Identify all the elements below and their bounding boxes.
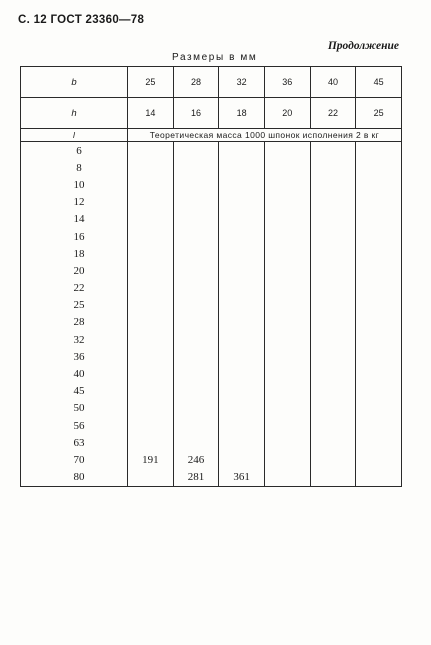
table-row (21, 417, 402, 434)
mass-value (356, 194, 402, 211)
b-value: 40 (310, 67, 356, 98)
b-label: b (21, 67, 128, 98)
length-value: 63 (21, 434, 128, 451)
mass-value (310, 451, 356, 468)
length-value: 70 (21, 451, 128, 468)
mass-value (310, 262, 356, 279)
mass-value (219, 383, 265, 400)
mass-value (173, 280, 219, 297)
mass-value (128, 211, 174, 228)
mass-value (128, 383, 174, 400)
page-header: С. 12 ГОСТ 23360—78 (18, 14, 145, 26)
table-row (21, 262, 402, 279)
length-value: 16 (21, 228, 128, 245)
mass-value: 191 (128, 451, 174, 468)
mass-value (264, 383, 310, 400)
h-value: 25 (356, 98, 402, 129)
length-value: 12 (21, 194, 128, 211)
mass-value (356, 348, 402, 365)
b-value: 45 (356, 67, 402, 98)
mass-value (173, 297, 219, 314)
mass-value (128, 400, 174, 417)
mass-value (219, 417, 265, 434)
mass-value (219, 280, 265, 297)
mass-value (173, 383, 219, 400)
mass-value (264, 280, 310, 297)
mass-value (173, 262, 219, 279)
mass-value (264, 365, 310, 382)
mass-value (219, 245, 265, 262)
mass-value (219, 194, 265, 211)
mass-value (356, 142, 402, 160)
mass-value (128, 176, 174, 193)
mass-value (310, 469, 356, 487)
h-value: 20 (264, 98, 310, 129)
mass-value (173, 434, 219, 451)
table-row (21, 314, 402, 331)
mass-value (264, 348, 310, 365)
table-row (21, 211, 402, 228)
mass-value (173, 348, 219, 365)
length-value: 14 (21, 211, 128, 228)
mass-value (264, 417, 310, 434)
mass-value (264, 331, 310, 348)
mass-value (128, 365, 174, 382)
table-row (21, 469, 402, 487)
b-value: 25 (128, 67, 174, 98)
continued-label: Продолжение (327, 40, 399, 52)
key-mass-table (20, 66, 402, 487)
table-row (21, 228, 402, 245)
mass-value (264, 451, 310, 468)
mass-value (356, 176, 402, 193)
length-value: 36 (21, 348, 128, 365)
mass-value (310, 383, 356, 400)
mass-value (173, 194, 219, 211)
mass-value (173, 331, 219, 348)
mass-value (310, 417, 356, 434)
length-value: 8 (21, 159, 128, 176)
mass-value (310, 159, 356, 176)
mass-value (173, 245, 219, 262)
mass-value (356, 365, 402, 382)
mass-value (173, 417, 219, 434)
mass-value (173, 228, 219, 245)
mass-value (128, 245, 174, 262)
mass-value (356, 228, 402, 245)
mass-value (356, 297, 402, 314)
mass-value (128, 348, 174, 365)
mass-value (264, 159, 310, 176)
mass-value: 246 (173, 451, 219, 468)
mass-value (356, 314, 402, 331)
mass-value (173, 365, 219, 382)
mass-value (128, 159, 174, 176)
mass-value (356, 383, 402, 400)
mass-value (310, 331, 356, 348)
b-row (21, 67, 402, 98)
mass-value (264, 314, 310, 331)
mass-value (264, 194, 310, 211)
l-header-row (21, 129, 402, 142)
mass-value (173, 400, 219, 417)
mass-value (128, 228, 174, 245)
h-value: 16 (173, 98, 219, 129)
mass-value (219, 348, 265, 365)
mass-value (219, 159, 265, 176)
mass-value (219, 331, 265, 348)
mass-value (356, 469, 402, 487)
mass-value (173, 176, 219, 193)
mass-value (264, 176, 310, 193)
length-value: 56 (21, 417, 128, 434)
length-value: 45 (21, 383, 128, 400)
mass-value (264, 228, 310, 245)
mass-value (356, 262, 402, 279)
l-label: l (21, 129, 128, 142)
length-value: 25 (21, 297, 128, 314)
h-value: 22 (310, 98, 356, 129)
mass-value (356, 451, 402, 468)
mass-value (264, 142, 310, 160)
b-value: 32 (219, 67, 265, 98)
mass-value (219, 434, 265, 451)
table-row (21, 176, 402, 193)
mass-value (264, 262, 310, 279)
mass-value (219, 142, 265, 160)
mass-caption: Теоретическая масса 1000 шпонок исполнения 2 в кг (128, 129, 402, 142)
length-value: 80 (21, 469, 128, 487)
mass-value (310, 434, 356, 451)
mass-value (310, 280, 356, 297)
mass-value (219, 314, 265, 331)
length-value: 18 (21, 245, 128, 262)
mass-value (128, 331, 174, 348)
mass-value (356, 159, 402, 176)
mass-value (219, 400, 265, 417)
mass-value: 361 (219, 469, 265, 487)
mass-value (128, 469, 174, 487)
length-value: 50 (21, 400, 128, 417)
mass-value (310, 245, 356, 262)
table-row (21, 245, 402, 262)
h-row (21, 98, 402, 129)
mass-value (219, 262, 265, 279)
mass-value (219, 228, 265, 245)
mass-value (264, 469, 310, 487)
mass-value (310, 194, 356, 211)
mass-value (264, 297, 310, 314)
mass-value (356, 434, 402, 451)
mass-value: 281 (173, 469, 219, 487)
mass-value (310, 228, 356, 245)
mass-value (128, 297, 174, 314)
mass-value (173, 314, 219, 331)
length-value: 32 (21, 331, 128, 348)
mass-value (264, 434, 310, 451)
mass-value (128, 417, 174, 434)
h-label: h (21, 98, 128, 129)
table-row (21, 348, 402, 365)
mass-value (356, 331, 402, 348)
mass-value (173, 142, 219, 160)
table-row (21, 159, 402, 176)
length-value: 20 (21, 262, 128, 279)
mass-value (128, 280, 174, 297)
mass-value (173, 159, 219, 176)
mass-value (310, 314, 356, 331)
table-row (21, 194, 402, 211)
mass-value (310, 400, 356, 417)
table-row (21, 400, 402, 417)
mass-value (310, 211, 356, 228)
mass-value (310, 348, 356, 365)
mass-value (128, 314, 174, 331)
table-row (21, 297, 402, 314)
mass-value (219, 451, 265, 468)
mass-value (264, 400, 310, 417)
mass-value (219, 365, 265, 382)
mass-value (219, 176, 265, 193)
mass-value (264, 245, 310, 262)
table-row (21, 331, 402, 348)
table-row (21, 383, 402, 400)
mass-value (310, 176, 356, 193)
b-value: 28 (173, 67, 219, 98)
mass-value (219, 297, 265, 314)
table-row (21, 280, 402, 297)
mass-value (219, 211, 265, 228)
length-value: 6 (21, 142, 128, 160)
mass-value (356, 417, 402, 434)
table-row (21, 365, 402, 382)
table-row (21, 434, 402, 451)
b-value: 36 (264, 67, 310, 98)
mass-value (310, 365, 356, 382)
mass-value (310, 297, 356, 314)
table-row (21, 451, 402, 468)
mass-value (356, 245, 402, 262)
table-row (21, 142, 402, 160)
length-value: 40 (21, 365, 128, 382)
h-value: 18 (219, 98, 265, 129)
mass-value (264, 211, 310, 228)
mass-value (128, 142, 174, 160)
mass-value (128, 262, 174, 279)
table-caption: Размеры в мм (172, 52, 258, 63)
mass-value (310, 142, 356, 160)
mass-value (128, 434, 174, 451)
length-value: 22 (21, 280, 128, 297)
mass-value (356, 400, 402, 417)
mass-value (173, 211, 219, 228)
length-value: 10 (21, 176, 128, 193)
mass-value (128, 194, 174, 211)
h-value: 14 (128, 98, 174, 129)
mass-value (356, 211, 402, 228)
mass-value (356, 280, 402, 297)
length-value: 28 (21, 314, 128, 331)
